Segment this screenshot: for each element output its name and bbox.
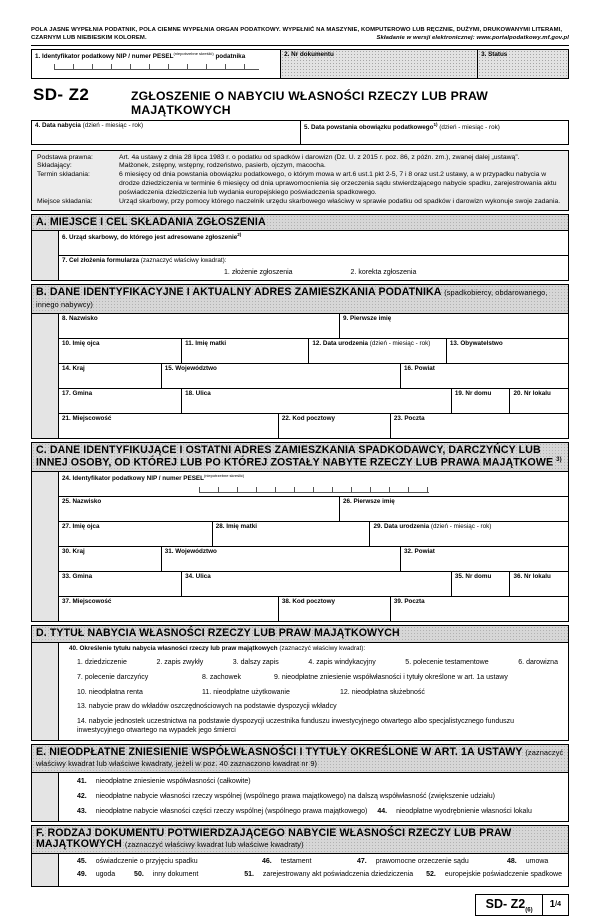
option-label: nieodpłatne nabycie własności rzeczy wspólnej (wspólnego prawa majątkowego) na dalszą współwłasność (zwiększenie udziału) (95, 793, 495, 801)
field-father-name[interactable] (59, 522, 212, 546)
section-a (31, 214, 569, 282)
option-label: nieodpłatne wyodrębnienie własności lokalu (396, 807, 532, 815)
field-mother-name[interactable] (212, 522, 370, 546)
option-savings-deposit-rights[interactable] (77, 703, 337, 712)
legal-row-basis (37, 154, 563, 163)
field-voivodeship[interactable] (161, 547, 400, 571)
field-birth-date[interactable] (369, 522, 568, 546)
section-f-header (32, 826, 568, 855)
footer-page-num: 1 (549, 899, 556, 911)
option-number: 52. (426, 870, 436, 878)
option-label: ugoda (95, 870, 116, 878)
field-label: 18. Ulica (185, 390, 211, 398)
option-label: zachowek (209, 673, 241, 681)
left-margin-strip (32, 773, 59, 820)
section-b-title-hint: (spadkobiercy, obdarowanego, innego nabywcy) (36, 288, 548, 310)
field1-strike-hint: (niepotrzebne skreślić) (173, 50, 214, 56)
field-label: 34. Ulica (185, 573, 211, 581)
fill-instructions-line2: CZARNYM LUB NIEBIESKIM KOLOREM. (31, 35, 147, 42)
section-e-header (32, 745, 568, 774)
option-number: 50. (134, 870, 144, 878)
option-number: 51. (244, 870, 254, 878)
field-street[interactable] (181, 389, 451, 413)
section-a-body (32, 231, 568, 280)
legal-label: Termin składania: (37, 171, 90, 179)
option-number: 49. (77, 870, 87, 878)
option-number: 11. (202, 688, 212, 696)
option-label: polecenie testamentowe (413, 659, 489, 667)
field-filing-purpose (59, 256, 568, 280)
section-d-title: D. TYTUŁ NABYCIA WŁASNOŚCI RZECZY LUB PRAW MAJĄTKOWYCH (36, 627, 400, 640)
field-label: 22. Kod pocztowy (281, 415, 336, 423)
option-label: nabycie praw do wkładów oszczędnościowych na podstawie dyspozycji wkładcy (88, 703, 337, 711)
field-label: 39. Poczta (393, 598, 425, 606)
option-47-court-decision[interactable] (357, 858, 507, 867)
option-number: 48. (507, 858, 517, 866)
field-postal-code[interactable] (278, 597, 390, 621)
field-label: 16. Powiat (404, 365, 435, 373)
form-title-row (33, 85, 569, 117)
option-label: nieodpłatne użytkowanie (213, 688, 290, 696)
field-label: 30. Kraj (62, 548, 85, 556)
field-county[interactable] (400, 547, 568, 571)
field-label: 28. Imię matki (215, 523, 257, 531)
option-number: 7. (77, 673, 83, 681)
section-f (31, 825, 569, 887)
footer-form-version: (6) (525, 907, 533, 914)
option-number: 3. (232, 659, 239, 667)
field-label: 10. Imię ojca (62, 340, 100, 348)
field4-hint: (dzień - miesiąc - rok) (82, 121, 144, 129)
option-filing-correction[interactable] (351, 269, 417, 276)
field-street[interactable] (181, 572, 451, 596)
section-e-body (32, 773, 568, 820)
option-label: oświadczenie o przyjęciu spadku (95, 858, 198, 866)
field7-hint: (zaznaczyć właściwy kwadrat): (140, 257, 227, 265)
option-label: dalszy zapis (240, 659, 279, 667)
section-e-options (59, 773, 568, 820)
section-e (31, 744, 569, 822)
section-f-title: F. RODZAJ DOKUMENTU POTWIERDZAJĄCEGO NABYCIE WŁASNOŚCI RZECZY LUB PRAW MAJĄTKOWYCH (36, 826, 512, 851)
option-44-premises-separation[interactable] (377, 808, 532, 817)
option-label: nieodpłatna renta (88, 688, 143, 696)
field-birth-date[interactable] (308, 339, 445, 363)
field-label: 24. Identyfikator podatkowy NIP / numer PESEL (62, 475, 204, 483)
field-country[interactable] (59, 547, 161, 571)
section-c-header (32, 443, 568, 472)
section-f-options (59, 854, 568, 886)
field6-footnote: 2) (237, 232, 242, 238)
form-code: SD- Z2 (33, 84, 90, 104)
field-hint: (dzień - miesiąc - rok) (369, 340, 431, 348)
option-number: 1. (77, 659, 83, 667)
left-margin-strip (32, 314, 59, 438)
field-nip-pesel-taxpayer[interactable] (31, 49, 281, 79)
left-margin-strip (32, 854, 59, 886)
field-label: 11. Imię matki (185, 340, 227, 348)
dates-row (31, 120, 569, 145)
option-number: 10. (77, 688, 87, 696)
section-d-body (32, 643, 568, 739)
section-c-footnote: 3) (556, 456, 562, 463)
field-label: 14. Kraj (62, 365, 85, 373)
field-country[interactable] (59, 364, 161, 388)
field-acquisition-title (59, 643, 568, 739)
footer-box (475, 894, 569, 916)
field-father-name[interactable] (59, 339, 181, 363)
option-52-european-certificate[interactable] (426, 871, 562, 880)
field-label: 20. Nr lokalu (513, 390, 551, 398)
option-label: dziedziczenie (84, 659, 127, 667)
option-label: prawomocne orzeczenie sądu (375, 858, 469, 866)
legal-text: 6 miesięcy od dnia powstania obowiązku podatkowego, o którym mowa w art.6 ust.1 pkt 2-5, 7 i 8 oraz ust.2 ustawy, a w przypadku nabycia w drodze dziedziczenia w terminie 6 miesięcy od dnia uprawomocnienia się orzeczenia sądu stwierdzającego nabycie spadku, zarejestrowania aktu poświadczenia dziedziczenia lub wydania europejskiego poświadczenia spadkowego. (119, 171, 557, 196)
field-postal-code[interactable] (278, 414, 390, 438)
legal-row-deadline (37, 171, 563, 197)
legal-info-box (31, 150, 569, 211)
field-house-number[interactable] (451, 389, 510, 413)
form-title: ZGŁOSZENIE O NABYCIU WŁASNOŚCI RZECZY LUB PRAW MAJĄTKOWYCH (131, 88, 489, 117)
option-free-easement[interactable] (340, 689, 425, 698)
section-a-title: A. MIEJSCE I CEL SKŁADANIA ZGŁOSZENIA (36, 215, 266, 228)
nip-digit-boxes[interactable] (199, 487, 429, 493)
form-page (31, 0, 569, 916)
field-label: 9. Pierwsze imię (342, 315, 392, 323)
field-post-office[interactable] (390, 414, 568, 438)
section-c-body (32, 472, 568, 621)
option-number: 9. (274, 673, 280, 681)
option-investment-fund-units[interactable] (77, 718, 560, 736)
field-label: 23. Poczta (393, 415, 425, 423)
field-status-label: 3. Status (481, 50, 508, 58)
page-footer (31, 894, 569, 916)
field4-label: 4. Data nabycia (35, 121, 81, 129)
field-commune[interactable] (59, 572, 181, 596)
efiling-note: Składanie w wersji elektronicznej: www.portalpodatkowy.mf.gov.pl (376, 35, 569, 42)
option-label: inny dokument (152, 870, 199, 878)
field1-label-text: 1. Identyfikator podatkowy NIP / numer PESEL (35, 52, 174, 60)
field5-label: 5. Data powstania obowiązku podatkowego (304, 123, 434, 131)
footer-form-code (476, 895, 543, 916)
field-label: 35. Nr domu (454, 573, 492, 581)
left-margin-strip (32, 472, 59, 621)
top-id-row (31, 49, 569, 79)
field-label: 29. Data urodzenia (373, 523, 430, 531)
option-number: 42. (77, 793, 87, 801)
option-ordinary-legacy[interactable] (156, 659, 203, 668)
option-filing-submission[interactable] (224, 269, 293, 276)
field-label: 12. Data urodzenia (312, 340, 369, 348)
field-flat-number[interactable] (509, 389, 568, 413)
legal-row-place (37, 198, 563, 207)
field-mother-name[interactable] (181, 339, 308, 363)
field-document-number-label: 2. Nr dokumentu (284, 50, 334, 58)
field-label: 19. Nr domu (454, 390, 492, 398)
legal-label: Składający: (37, 162, 72, 170)
section-d-header (32, 626, 568, 643)
field-label: 37. Miejscowość (62, 598, 112, 606)
option-inheritance[interactable] (77, 659, 127, 668)
field-document-number (281, 49, 478, 79)
option-number: 46. (262, 858, 272, 866)
section-f-body (32, 854, 568, 886)
field5-footnote: 1) (433, 121, 438, 127)
option-number: 45. (77, 858, 87, 866)
field-label: 36. Nr lokalu (513, 573, 551, 581)
option-41-total-abolition[interactable] (77, 778, 251, 787)
field-surname[interactable] (59, 497, 339, 521)
field-first-name[interactable] (339, 314, 568, 338)
option-donation[interactable] (518, 659, 558, 668)
option-label: europejskie poświadczenie spadkowe (444, 870, 562, 878)
field-hint: (niepotrzebne skreślić) (203, 473, 245, 479)
option-number: 8. (202, 673, 208, 681)
option-43-part-of-common-property[interactable] (77, 808, 367, 817)
footer-page-frac: /4 (555, 901, 561, 909)
option-number: 44. (377, 807, 388, 815)
legal-row-filers (37, 162, 563, 171)
field-locality[interactable] (59, 414, 278, 438)
section-b (31, 284, 569, 439)
field40-label: 40. Określenie tytułu nabycia własności rzeczy lub praw majątkowych (69, 645, 278, 653)
option-number: 47. (357, 858, 367, 866)
field40-hint: (zaznaczyć właściwy kwadrat): (279, 645, 366, 653)
legal-text: Urząd skarbowy, przy pomocy którego naczelnik urzędu skarbowego właściwy w sprawie podatku od spadków i darowizn wykonuje swoje zadania. (119, 197, 561, 205)
field-label: 8. Nazwisko (62, 315, 98, 323)
field-label: 27. Imię ojca (62, 523, 100, 531)
field-label: 31. Województwo (164, 548, 217, 556)
option-free-usage[interactable] (202, 689, 340, 698)
field-hint: (dzień - miesiąc - rok) (430, 523, 492, 531)
option-50-other-document[interactable] (134, 871, 244, 880)
section-a-header (32, 215, 568, 232)
field-status (478, 49, 569, 79)
field-post-office[interactable] (390, 597, 568, 621)
option-49-settlement[interactable] (77, 871, 134, 880)
option-label: korekta zgłoszenia (358, 269, 417, 277)
field-label: 33. Gmina (62, 573, 93, 581)
field-label: 25. Nazwisko (62, 498, 102, 506)
left-margin-strip (32, 643, 59, 739)
field-county[interactable] (400, 364, 568, 388)
option-number: 5. (405, 659, 412, 667)
fill-instructions-line1: POLA JASNE WYPEŁNIA PODATNIK, POLA CIEMNE WYPEŁNIA ORGAN PODATKOWY. WYPEŁNIĆ NA MASZYNIE, KOMPUTEROWO LUB RĘCZNIE, DUŻYMI, DRUKOWANYMI LITERAMI, (31, 27, 563, 33)
option-number: 4. (308, 659, 315, 667)
section-c-title: C. DANE IDENTYFIKUJĄCE I OSTATNI ADRES ZAMIESZKANIA SPADKODAWCY, DARCZYŃCY LUB INNEJ OSOBY, OD KTÓREJ LUB PO KTÓREJ ZOSTAŁY NABYTE RZECZY LUB PRAWA MAJĄTKOWE (36, 444, 554, 469)
option-testament-instruction[interactable] (405, 659, 488, 668)
field-locality[interactable] (59, 597, 278, 621)
field-label: 21. Miejscowość (62, 415, 112, 423)
option-label: zarejestrowany akt poświadczenia dziedziczenia (262, 870, 414, 878)
legal-label: Miejsce składania: (37, 197, 93, 205)
footer-page-number (543, 895, 568, 916)
field-tax-office[interactable] (59, 231, 568, 255)
field-label: 17. Gmina (62, 390, 93, 398)
option-number: 43. (77, 807, 87, 815)
field-label: 15. Województwo (164, 365, 217, 373)
section-d (31, 625, 569, 740)
footer-form-code-text: SD- Z2 (485, 896, 526, 911)
field-nip-pesel-donor[interactable] (59, 472, 568, 496)
field-label: 38. Kod pocztowy (281, 598, 336, 606)
option-label: złożenie zgłoszenia (231, 269, 293, 277)
field-first-name[interactable] (339, 497, 568, 521)
option-label: nieodpłatne zniesienie współwłasności i tytuły określone w art. 1a ustawy (281, 673, 508, 681)
option-label: nieodpłatne nabycie własności części rzeczy wspólnej (wspólnego prawa majątkowego) (95, 807, 368, 815)
field-acquisition-date[interactable] (32, 121, 300, 144)
field7-label: 7. Cel złożenia formularza (62, 257, 139, 265)
section-b-body (32, 314, 568, 438)
section-b-title: B. DANE IDENTYFIKACYJNE I AKTUALNY ADRES ZAMIESZKANIA PODATNIKA (36, 286, 442, 299)
option-number: 6. (518, 659, 525, 667)
option-label: polecenie darczyńcy (84, 673, 149, 681)
field-citizenship[interactable] (446, 339, 568, 363)
option-label: nieodpłatne zniesienie współwłasności (całkowite) (95, 778, 251, 786)
option-48-contract[interactable] (507, 858, 548, 867)
option-label: nieodpłatna służebność (351, 688, 425, 696)
field1-suffix: podatnika (215, 52, 246, 60)
option-number: 2. (350, 269, 357, 277)
legal-text: Małżonek, zstępny, wstępny, rodzeństwo, pasierb, ojczym, macocha. (119, 162, 326, 170)
field-nip-pesel-taxpayer-label (35, 51, 277, 61)
section-b-header (32, 285, 568, 314)
field-voivodeship[interactable] (161, 364, 400, 388)
nip-digit-boxes[interactable] (54, 64, 259, 70)
option-45-inheritance-acceptance[interactable] (77, 858, 262, 867)
option-number: 41. (77, 778, 87, 786)
option-number: 14. (77, 718, 87, 726)
option-number: 2. (156, 659, 163, 667)
field6-label: 6. Urząd skarbowy, do którego jest adresowane zgłoszenie (62, 234, 238, 242)
option-number: 12. (340, 688, 350, 696)
option-46-testament[interactable] (262, 858, 357, 867)
option-legitime[interactable] (202, 674, 274, 683)
option-free-annuity[interactable] (77, 689, 202, 698)
option-number: 1. (224, 269, 230, 277)
option-51-registered-deed[interactable] (244, 871, 426, 880)
option-label: zapis windykacyjny (316, 659, 376, 667)
field-surname[interactable] (59, 314, 339, 338)
left-margin-strip (32, 231, 59, 280)
field-label: 26. Pierwsze imię (342, 498, 395, 506)
field-label: 13. Obywatelstwo (449, 340, 503, 348)
field-commune[interactable] (59, 389, 181, 413)
option-further-legacy[interactable] (233, 659, 279, 668)
field-house-number[interactable] (451, 572, 510, 596)
field-label: 32. Powiat (404, 548, 435, 556)
option-label: testament (280, 858, 312, 866)
option-vindication-legacy[interactable] (308, 659, 375, 668)
section-f-title-hint: (zaznaczyć właściwy kwadrat lub właściwe kwadraty) (124, 840, 304, 850)
field-tax-obligation-date[interactable] (300, 121, 568, 144)
option-42-further-co-ownership[interactable] (77, 793, 495, 802)
field-flat-number[interactable] (509, 572, 568, 596)
section-c (31, 442, 569, 622)
option-donor-instruction[interactable] (77, 674, 202, 683)
fill-instructions (31, 26, 569, 46)
option-label: darowizna (526, 659, 558, 667)
field5-hint: (dzień - miesiąc - rok) (439, 123, 500, 131)
option-number: 13. (77, 703, 87, 711)
legal-label: Podstawa prawna: (37, 153, 93, 161)
option-label: umowa (525, 858, 549, 866)
option-label: zapis zwykły (164, 659, 204, 667)
option-label: nabycie jednostek uczestnictwa na podstawie dyspozycji uczestnika funduszu inwestycyjnego otwartego albo specjalistycznego funduszu inwestycyjnego otwartego na wypadek jego śmierci (77, 718, 515, 734)
legal-text: Art. 4a ustawy z dnia 28 lipca 1983 r. o podatku od spadków i darowizn (Dz. U. z 2015 r. poz. 86, z późn. zm.), zwanej dalej „ustawą”. (119, 153, 520, 161)
option-co-ownership-abolition[interactable] (274, 674, 508, 683)
section-e-title-hint: (zaznaczyć właściwy kwadrat lub właściwe kwadraty, jeżeli w poz. 40 zaznaczono kwadrat nr 9) (36, 747, 564, 769)
section-e-title: E. NIEODPŁATNE ZNIESIENIE WSPÓŁWŁASNOŚCI I TYTUŁY OKREŚLONE W ART. 1A USTAWY (36, 745, 523, 758)
